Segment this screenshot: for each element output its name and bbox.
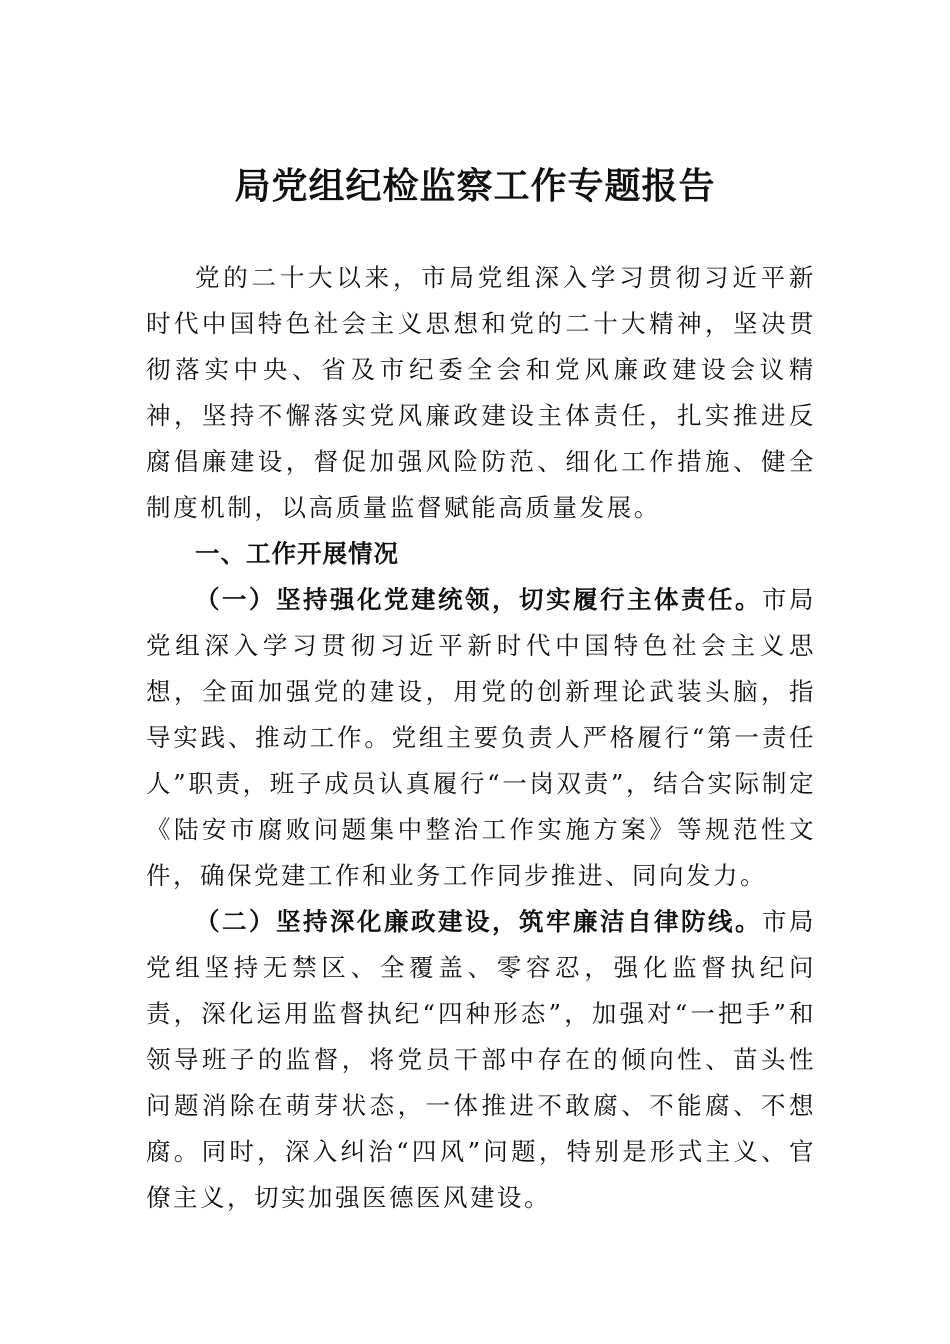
section-heading: 一、工作开展情况	[195, 539, 399, 568]
subsection-text-2: 市局党组坚持无禁区、全覆盖、零容忍，强化监督执纪问责，深化运用监督执纪“四种形态”，加强对“一把手”和领导班子的监督，将党员干部中存在的倾向性、苗头性问题消除在萌芽状态，一体推进不敢腐、不能腐、不想腐。同时，深入纠治“四风”问题，特别是形式主义、官僚主义，切实加强医德医风建设。	[146, 907, 816, 1212]
section-paragraph-1	[146, 577, 816, 899]
subsection-text-1: 市局党组深入学习贯彻习近平新时代中国特色社会主义思想，全面加强党的建设，用党的创新理论武装头脑，指导实践、推动工作。党组主要负责人严格履行“第一责任人”职责，班子成员认真履行“一岗双责”，结合实际制定《陆安市腐败问题集中整治工作实施方案》等规范性文件，确保党建工作和业务工作同步推进、同向发力。	[146, 585, 816, 890]
section-paragraph-2	[146, 899, 816, 1221]
intro-paragraph: 党的二十大以来，市局党组深入学习贯彻习近平新时代中国特色社会主义思想和党的二十大精神，坚决贯彻落实中央、省及市纪委全会和党风廉政建设会议精神，坚持不懈落实党风廉政建设主体责任，扎实推进反腐倡廉建设，督促加强风险防范、细化工作措施、健全制度机制，以高质量监督赋能高质量发展。	[146, 263, 816, 522]
subsection-lead-2: （二）坚持深化廉政建设，筑牢廉洁自律防线。	[195, 907, 762, 936]
document-title: 局党组纪检监察工作专题报告	[234, 165, 716, 207]
subsection-lead-1: （一）坚持强化党建统领，切实履行主体责任。	[195, 585, 762, 614]
document-body	[146, 255, 816, 1221]
